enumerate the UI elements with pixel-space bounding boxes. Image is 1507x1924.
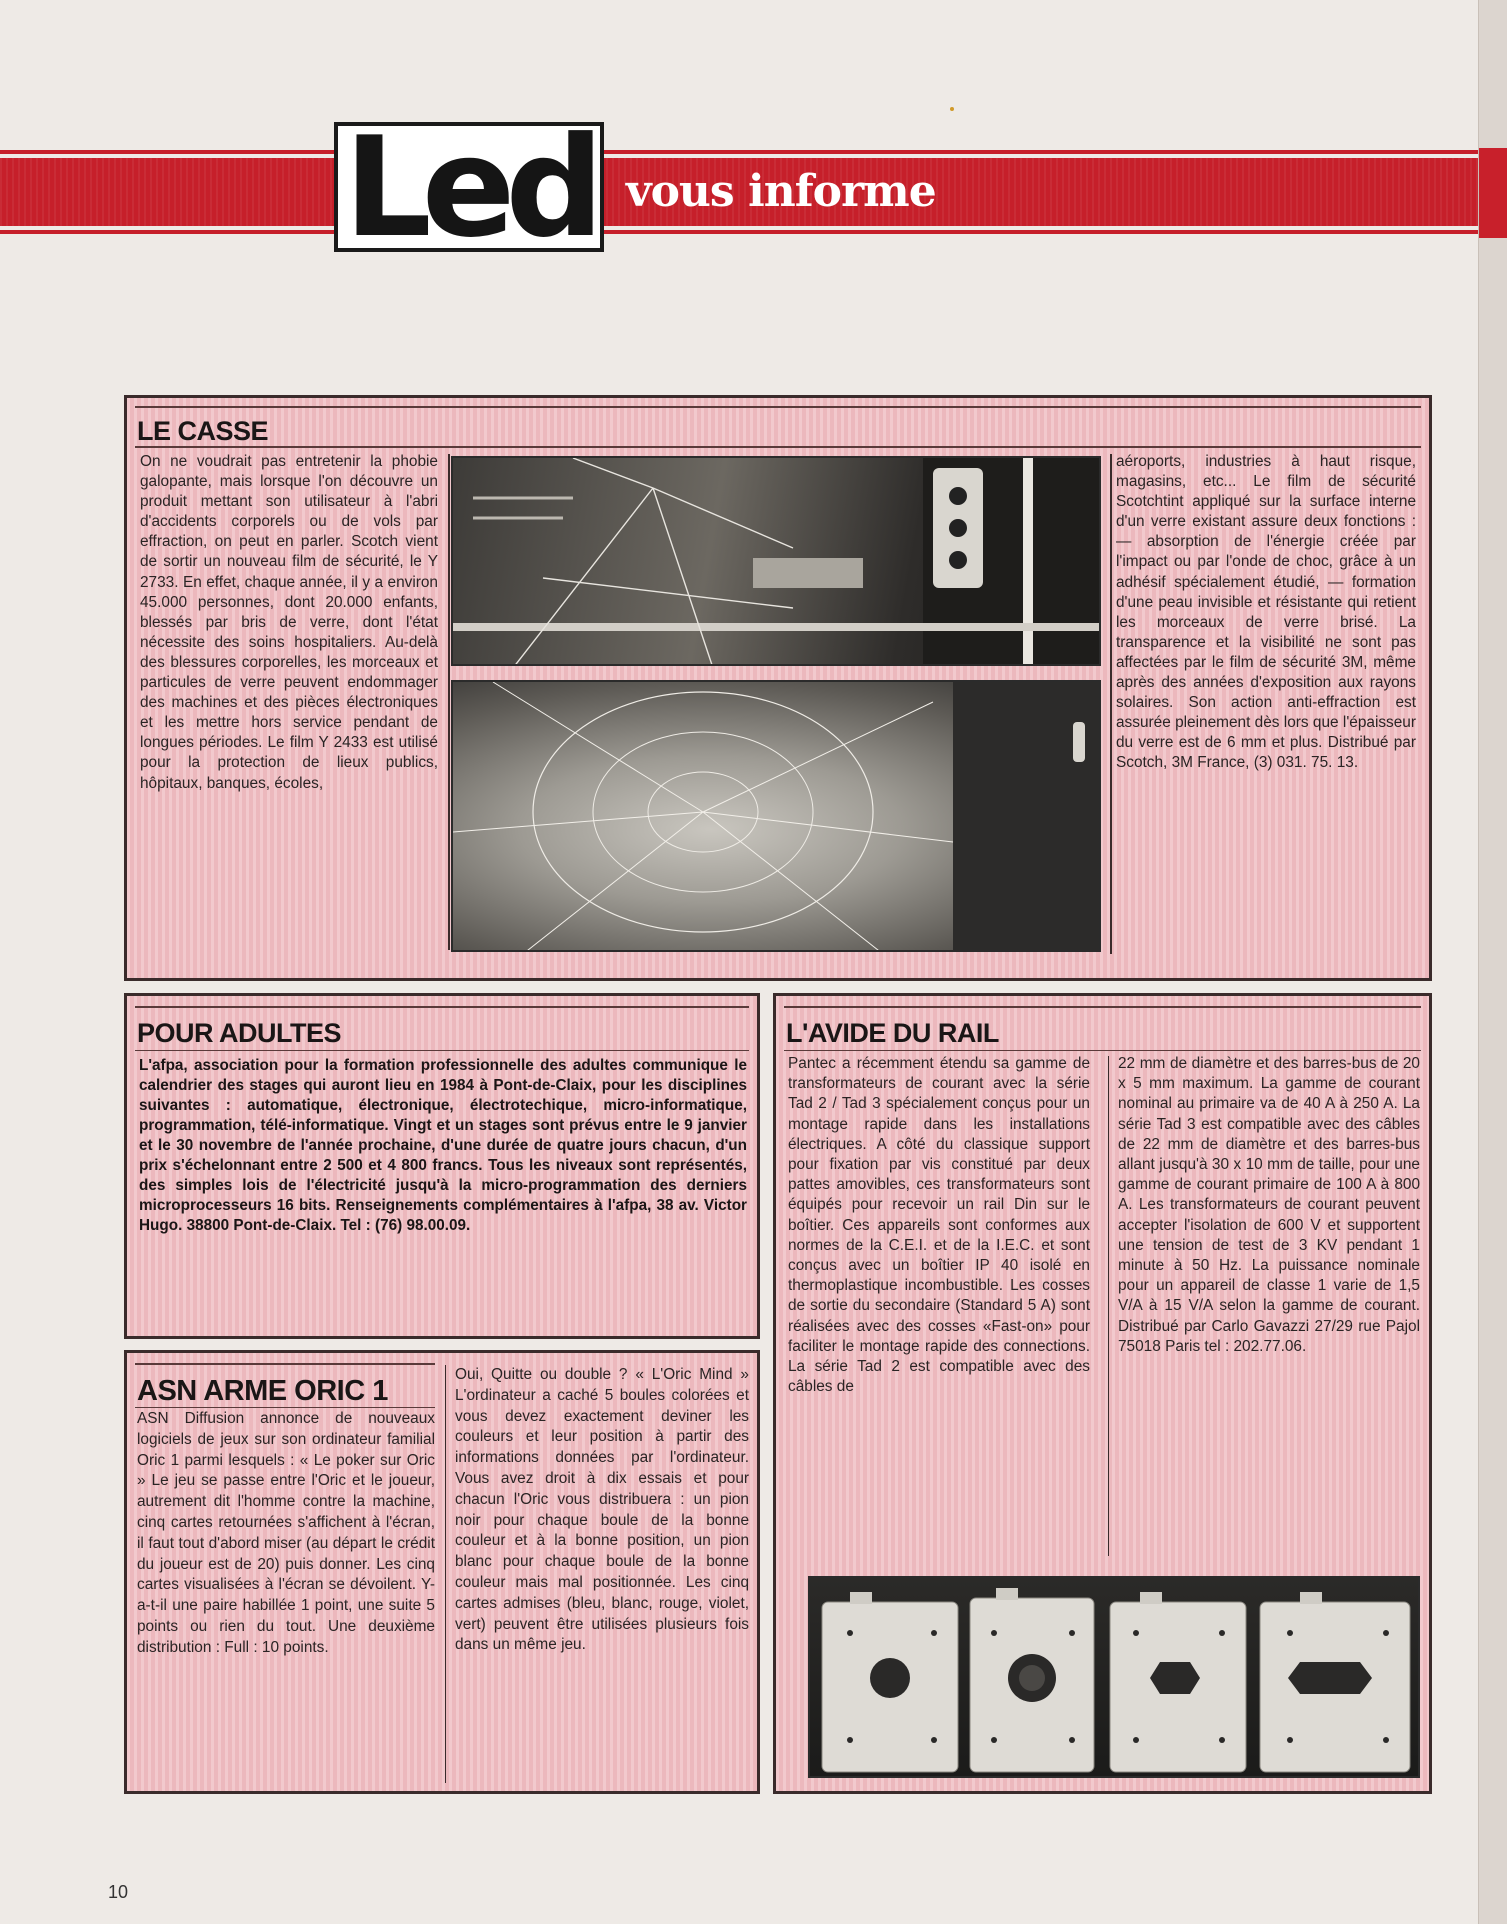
gutter-red-mark	[1479, 148, 1507, 238]
article-le-casse	[124, 395, 1432, 981]
frame-top-rule	[784, 1006, 1421, 1008]
title-underline	[135, 1407, 435, 1408]
article-column-2: aéroports, industries à haut risque, magasins, etc... Le film de sécurité Scotchtint appliqué sur la surface interne d'un verre existant assure deux fonctions : — absorption de l'énergie créée par l'impact ou par l'onde de choc, grâce à un adhésif spécialement étudié, — formation d'une peau invisible et résistante qui retient les morceaux de verre brisé. La transparence et la visibilité ne sont pas affectées par le film de sécurité 3M, même après des années d'exposition aux rayons solaires. Son action anti-effraction est assurée pleinement dès lors que l'épaisseur du verre est de 6 mm et plus. Distribué par Scotch, 3M France, (3) 031. 75. 13.	[1116, 453, 1416, 772]
page-gutter	[1478, 0, 1507, 1924]
article-title: LE CASSE	[137, 416, 269, 446]
article-avide-du-rail	[773, 993, 1432, 1794]
article-column-2: Oui, Quitte ou double ? « L'Oric Mind » L'ordinateur a caché 5 boules colorées et vous devez exactement deviner les couleurs et leur position à partir des informations données par l'ordinateur. Vous avez droit à dix essais et pour chacun l'Oric vous distribuera : un pion noir pour chaque boule de la bonne couleur et à la bonne position, un pion blanc pour chaque boule de la bonne couleur mais mal positionnée. Les cinq cartes admises (bleu, blanc, rouge, violet, vert) peuvent être utilisées plusieurs fois dans un même jeu.	[455, 1366, 749, 1654]
photo-current-transformers	[808, 1576, 1420, 1778]
article-column-1: On ne voudrait pas entretenir la phobie galopante, mais lorsque l'on découvre un produit mettant son utilisateur à l'abri d'accidents corporels ou de vols par effraction, on peut en parler. Scotch vient de sortir un nouveau film de sécurité, le Y 2733. En effet, chaque année, il y a environ 45.000 personnes, dont 20.000 enfants, blessés par bris de verre, dont l'état nécessite des soins hospitaliers. Au-delà des blessures corporelles, les morceaux et particules de verre peuvent endommager des machines et des pièces électroniques et les mettre hors service pendant de longues périodes. Le film Y 2433 est utilisé pour la protection de lieux publics, hôpitaux, banques, écoles,	[140, 453, 438, 792]
article-pour-adultes	[124, 993, 760, 1339]
photo-security-film-panel	[451, 456, 1101, 666]
ink-speck	[950, 107, 954, 111]
page-number: 10	[108, 1882, 129, 1902]
masthead-tagline: vous informe	[626, 166, 936, 217]
led-logo	[334, 107, 604, 268]
masthead-rule-top	[0, 150, 1478, 154]
frame-top-rule	[135, 1363, 435, 1365]
column-divider	[445, 1365, 446, 1783]
frame-top-rule	[135, 1006, 749, 1008]
article-body: L'afpa, association pour la formation professionnelle des adultes communique le calendrier des stages qui auront lieu en 1984 à Pont-de-Claix, pour les disciplines suivantes : automatique, électronique, électrotechique, micro-informatique, programmation, télé-informatique. Vingt et un stages sont prévus entre le 9 janvier et le 30 novembre de l'année prochaine, d'une durée de quatre jours chacun, d'un prix s'échelonnant entre 2 500 et 4 800 francs. Tous les niveaux sont représentés, des simples lois de l'électricité jusqu'à la micro-programmation des derniers microprocesseurs 16 bits. Renseignements complémentaires à l'afpa, 38 av. Victor Hugo. 38800 Pont-de-Claix. Tel : (76) 98.00.09.	[139, 1057, 747, 1234]
article-title: L'AVIDE DU RAIL	[786, 1018, 999, 1048]
transformer-units	[810, 1578, 1420, 1778]
article-column-1: ASN Diffusion annonce de nouveaux logiciels de jeux sur son ordinateur familial Oric 1 parmi lesquels : « Le poker sur Oric » Le jeu se passe entre l'Oric et le joueur, autrement dit l'homme contre la machine, cinq cartes retournées s'affichent à l'écran, il faut tout d'abord miser (au départ le crédit du joueur est de 20) puis donner. Les cinq cartes visualisées à l'écran se dévoilent. Y-a-t-il une paire habillée 1 point, une suite 5 points ou rien du tout. Une deuxième distribution : Full : 10 points.	[137, 1410, 435, 1656]
logo-text: Led	[343, 107, 595, 268]
title-underline	[784, 1050, 1421, 1051]
article-title: POUR ADULTES	[137, 1018, 342, 1048]
article-column-2: 22 mm de diamètre et des barres-bus de 20 x 5 mm maximum. La gamme de courant nominal au primaire va de 40 A à 250 A. La série Tad 3 est compatible avec des câbles de 22 mm de diamètre et des barres-bus allant jusqu'à 30 x 10 mm de taille, pour une gamme de courant primaire de 100 A à 800 A. Les transformateurs de courant peuvent accepter l'isolation de 600 V et supportent une tension de test de 3 KV pendant 1 minute à 50 Hz. La puissance nominale pour un appareil de classe 1 varie de 1,5 V/A à 15 V/A selon la gamme de courant. Distribué par Carlo Gavazzi 27/29 rue Pajol 75018 Paris tel : 202.77.06.	[1118, 1055, 1420, 1355]
title-underline	[135, 446, 1421, 448]
column-divider	[1110, 454, 1112, 954]
photo-shattered-glass	[451, 680, 1101, 952]
column-divider	[1108, 1056, 1109, 1556]
frame-top-rule	[135, 406, 1421, 408]
glass-crack-illustration	[453, 458, 1101, 666]
article-column-1: Pantec a récemment étendu sa gamme de transformateurs de courant avec la série Tad 2 / Tad 3 spécialement conçus pour un montage rapide dans les installations électriques. A côté du classique support pour fixation par vis constitué par deux pattes amovibles, ces transformateurs sont équipés pour recevoir un rail Din sur le boîtier. Ces appareils sont conformes aux normes de la C.E.I. et de la I.E.C. et sont conçus avec un boîtier IP 40 isolé en thermoplastique incombustible. Les cosses de sortie du secondaire (Standard 5 A) sont réalisées avec des cosses «Fast-on» pour faciliter le montage rapide des connections. La série Tad 2 est compatible avec des câbles de	[788, 1055, 1090, 1396]
shatter-pattern	[453, 682, 1101, 952]
article-title: ASN ARME ORIC 1	[137, 1375, 388, 1407]
article-asn-arme-oric	[124, 1350, 760, 1794]
masthead-rule-bottom	[0, 230, 1478, 234]
title-underline	[135, 1050, 749, 1051]
column-divider	[448, 454, 450, 950]
